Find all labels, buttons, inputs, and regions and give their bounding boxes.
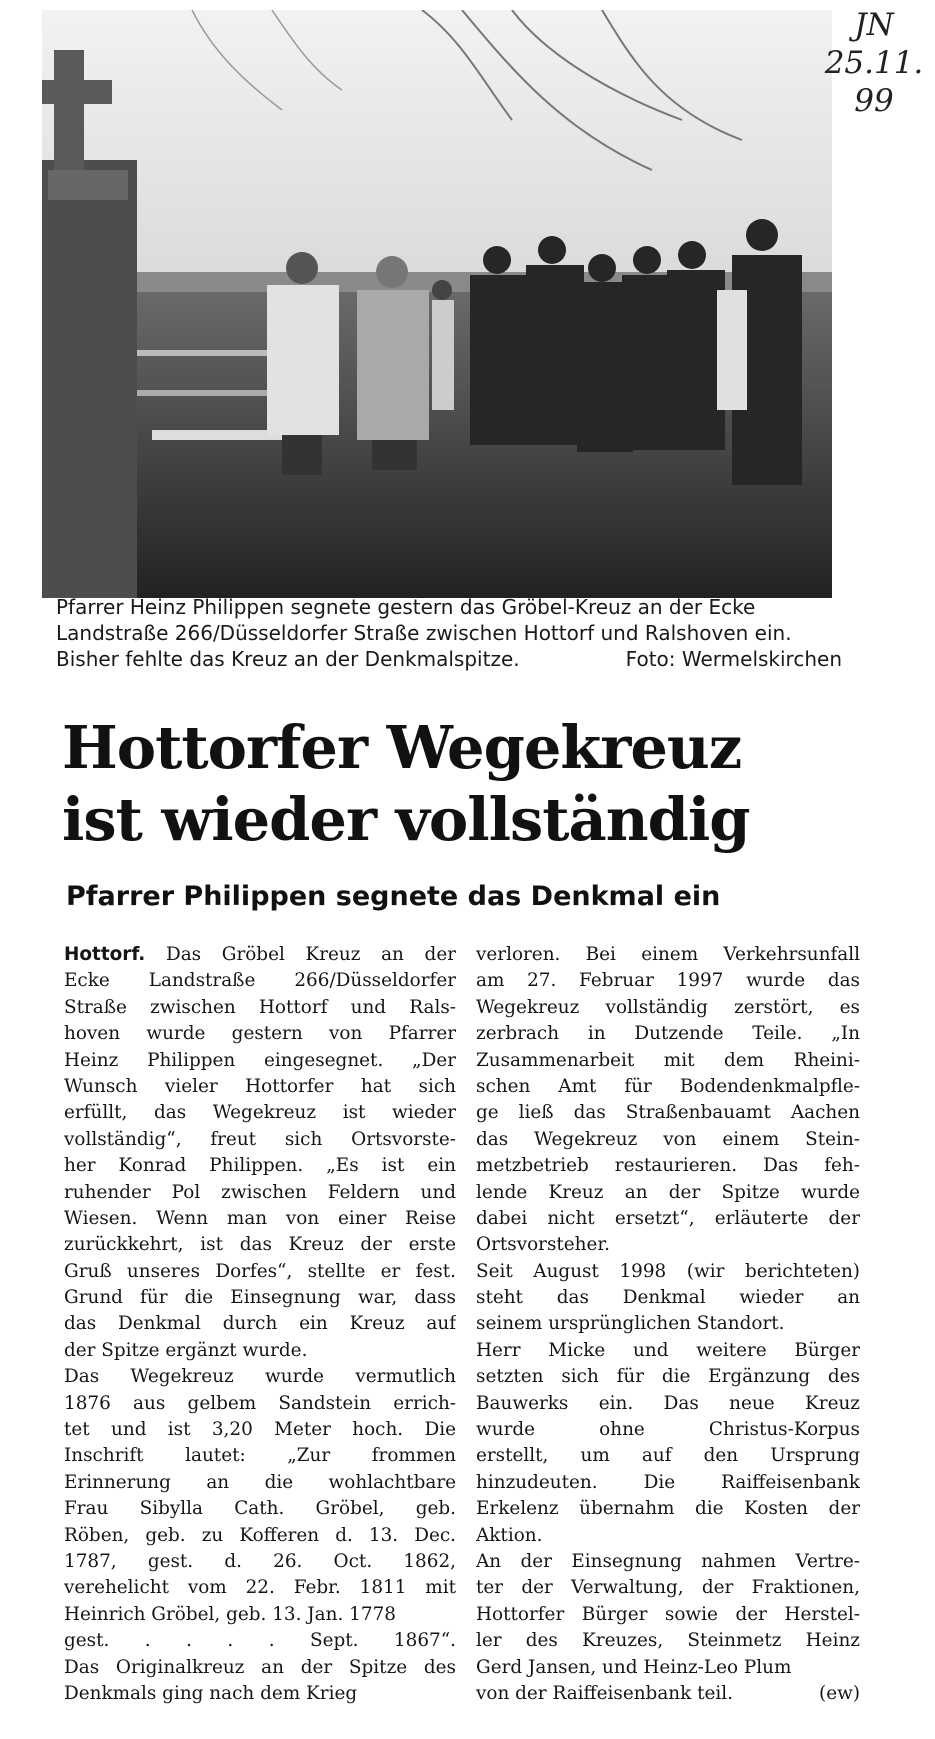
article-line-text: Das Gröbel Kreuz an der: [165, 944, 456, 965]
article-line: erstellt, um auf den Ursprung: [476, 1445, 860, 1467]
caption-line-text: Bisher fehlte das Kreuz an der Denkmalspitze.: [56, 647, 520, 671]
article-line: Gruß unseres Dorfes“, stellte er fest.: [64, 1260, 456, 1282]
article-line: ge ließ das Straßenbauamt Aachen: [476, 1102, 860, 1124]
caption-line: Landstraße 266/Düsseldorfer Straße zwischen Hottorf und Ralshoven ein.: [56, 621, 792, 645]
author-initials: (ew): [819, 1682, 860, 1704]
article-line: Bauwerks ein. Das neue Kreuz: [476, 1392, 860, 1414]
article-line: das Wegekreuz von einem Stein-: [476, 1128, 860, 1150]
article-line: 1787, gest. d. 26. Oct. 1862,: [64, 1550, 456, 1572]
article-line: Frau Sibylla Cath. Gröbel, geb.: [64, 1498, 456, 1520]
article-line: Erkelenz übernahm die Kosten der: [476, 1498, 860, 1520]
article-line: [476, 1681, 860, 1707]
article-line: Straße zwischen Hottorf und Rals-: [64, 996, 456, 1018]
article-line: der Spitze ergänzt wurde.: [64, 1339, 308, 1361]
handwritten-line: 99: [854, 83, 894, 119]
photo-caption: [56, 594, 842, 672]
handwritten-line: 25.11.: [824, 45, 924, 81]
article-line: Zusammenarbeit mit dem Rheini-: [476, 1049, 860, 1071]
article-line: metzbetrieb restaurieren. Das feh-: [476, 1155, 860, 1177]
article-line: Das Originalkreuz an der Spitze des: [64, 1656, 456, 1678]
handwritten-line: JN: [854, 7, 894, 43]
article-line: [64, 942, 456, 968]
article-line: Seit August 1998 (wir berichteten): [476, 1260, 860, 1282]
left-lines: [64, 968, 456, 1707]
article-line: Erinnerung an die wohlachtbare: [64, 1471, 456, 1493]
subheadline: Pfarrer Philippen segnete das Denkmal ein: [66, 881, 721, 912]
article-line: lende Kreuz an der Spitze wurde: [476, 1181, 860, 1203]
article-line: am 27. Februar 1997 wurde das: [476, 970, 860, 992]
article-line: An der Einsegnung nahmen Vertre-: [476, 1550, 860, 1572]
article-line: Wiesen. Wenn man von einer Reise: [64, 1207, 456, 1229]
article-line: wurde ohne Christus-Korpus: [476, 1419, 860, 1441]
article-line: verloren. Bei einem Verkehrsunfall: [476, 944, 860, 965]
article-line: tet und ist 3,20 Meter hoch. Die: [64, 1419, 456, 1441]
article-column-right: [476, 942, 860, 1707]
article-line: erfüllt, das Wegekreuz ist wieder: [64, 1102, 456, 1124]
article-line: vollständig“, freut sich Ortsvorste-: [64, 1128, 456, 1150]
article-line: dabei nicht ersetzt“, erläuterte der: [476, 1207, 860, 1229]
article-line: steht das Denkmal wieder an: [476, 1287, 860, 1309]
article-line: Hottorfer Bürger sowie der Herstel-: [476, 1603, 860, 1625]
caption-line: [56, 646, 842, 672]
article-line: Gerd Jansen, und Heinz-Leo Plum: [476, 1656, 792, 1678]
article-line: Das Wegekreuz wurde vermutlich: [64, 1366, 456, 1388]
caption-line: Pfarrer Heinz Philippen segnete gestern das Gröbel-Kreuz an der Ecke: [56, 595, 756, 619]
article-photo: [42, 10, 832, 598]
article-line-text: von der Raiffeisenbank teil.: [476, 1682, 734, 1704]
article-line: Denkmals ging nach dem Krieg: [64, 1682, 358, 1704]
article-line: hoven wurde gestern von Pfarrer: [64, 1023, 456, 1045]
article-line: hinzudeuten. Die Raiffeisenbank: [476, 1471, 860, 1493]
handwritten-date-note: [820, 6, 928, 120]
article-line: Herr Micke und weitere Bürger: [476, 1339, 860, 1361]
article-line: Röben, geb. zu Kofferen d. 13. Dec.: [64, 1524, 456, 1546]
article-line: verehelicht vom 22. Febr. 1811 mit: [64, 1577, 456, 1599]
article-line: Wegekreuz vollständig zerstört, es: [476, 996, 860, 1018]
article-line: Ortsvorsteher.: [476, 1234, 611, 1256]
photo-illustration: [42, 10, 832, 598]
photo-credit: Foto: Wermelskirchen: [625, 647, 842, 671]
article-line: Grund für die Einsegnung war, dass: [64, 1287, 456, 1309]
article-line: das Denkmal durch ein Kreuz auf: [64, 1313, 456, 1335]
article-line: zurückkehrt, ist das Kreuz der erste: [64, 1234, 456, 1256]
article-line: gest. . . . . Sept. 1867“.: [64, 1630, 456, 1652]
article-line: schen Amt für Bodendenkmalpfle-: [476, 1075, 860, 1097]
article-line: seinem ursprünglichen Standort.: [476, 1313, 785, 1335]
article-line: 1876 aus gelbem Sandstein errich-: [64, 1392, 456, 1414]
article-line: Aktion.: [476, 1524, 543, 1546]
dateline: Hottorf.: [64, 944, 146, 965]
article-line: Ecke Landstraße 266/Düsseldorfer: [64, 970, 456, 992]
headline-line: ist wieder vollständig: [62, 785, 750, 854]
article-line: ter der Verwaltung, der Fraktionen,: [476, 1577, 860, 1599]
article-line: Heinrich Gröbel, geb. 13. Jan. 1778: [64, 1603, 396, 1625]
article-line: her Konrad Philippen. „Es ist ein: [64, 1155, 456, 1177]
article-line: ruhender Pol zwischen Feldern und: [64, 1181, 456, 1203]
article-line: Inschrift lautet: „Zur frommen: [64, 1445, 456, 1467]
article-line: ler des Kreuzes, Steinmetz Heinz: [476, 1630, 860, 1652]
headline-line: Hottorfer Wegekreuz: [62, 713, 742, 782]
article-line: zerbrach in Dutzende Teile. „In: [476, 1023, 860, 1045]
article-line: Heinz Philippen eingesegnet. „Der: [64, 1049, 456, 1071]
headline: [62, 712, 852, 856]
article-line: Wunsch vieler Hottorfer hat sich: [64, 1075, 456, 1097]
article-line: setzten sich für die Ergänzung des: [476, 1366, 860, 1388]
article-column-left: [64, 942, 456, 1707]
right-lines: [476, 942, 860, 1681]
